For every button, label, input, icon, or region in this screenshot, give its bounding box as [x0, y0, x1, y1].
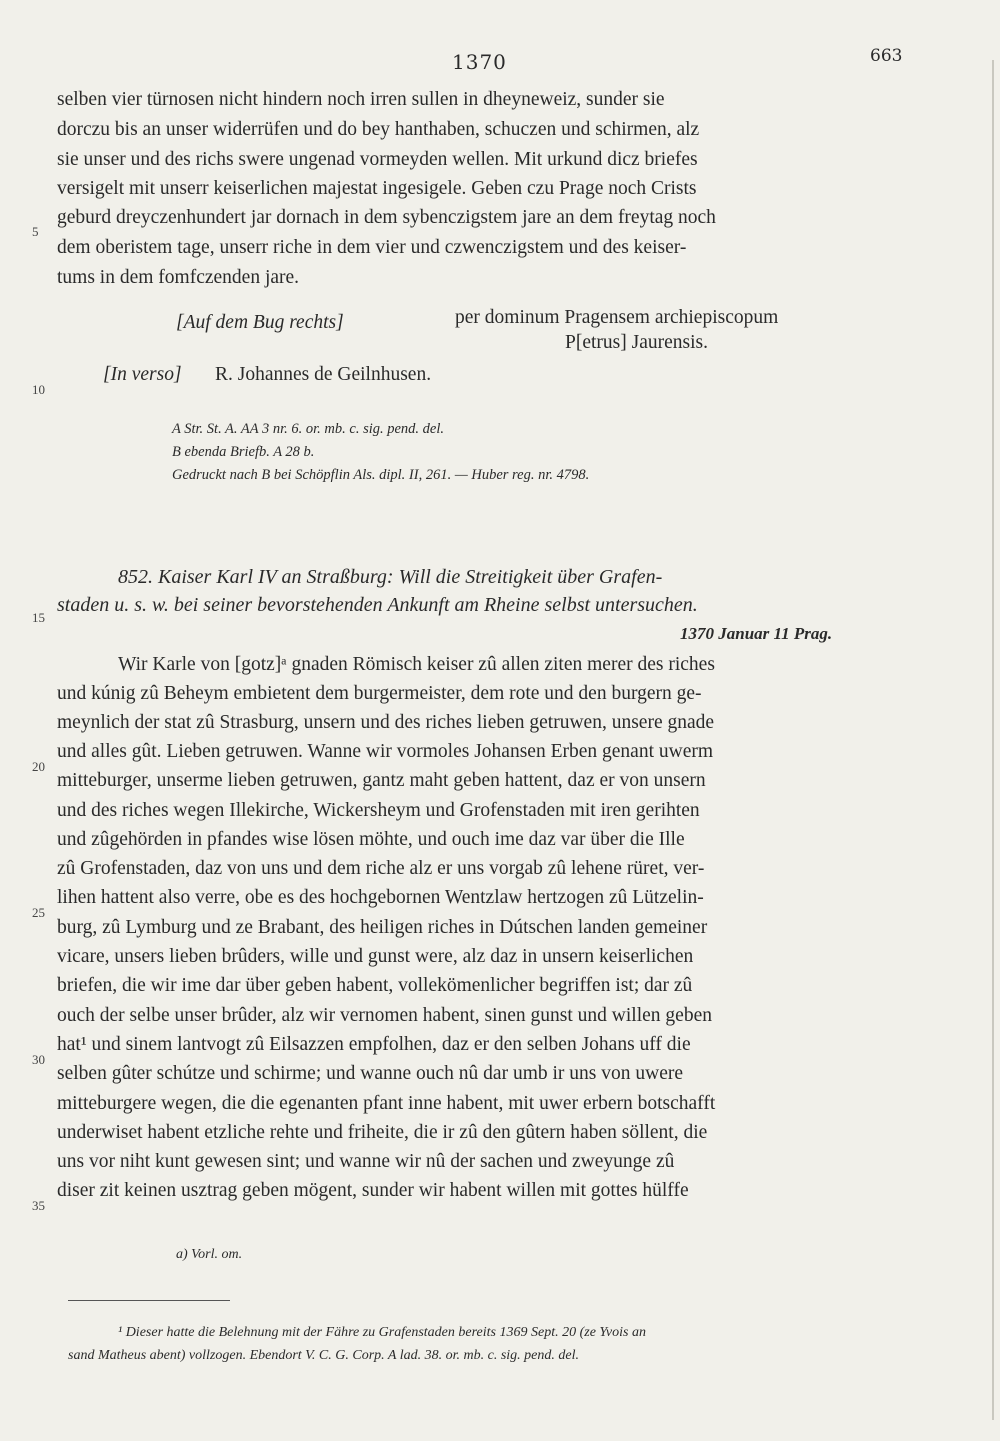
line-number: 25 — [32, 905, 45, 920]
text-line: dem oberistem tage, unserr riche in dem vier und czwenczigstem und des keiser- — [57, 237, 687, 258]
variant-note: a) Vorl. om. — [176, 1247, 243, 1262]
text-line: lihen hattent also verre, obe es des hochgebornen Wentzlaw hertzogen zû Lützelin- — [57, 887, 704, 908]
text-line: mitteburger, unserme lieben getruwen, gantz maht geben hattent, daz er von unsern — [57, 770, 706, 791]
line-number: 35 — [32, 1198, 45, 1213]
text-line: diser zit keinen usztrag geben mögent, sunder wir habent willen mit gottes hülffe — [57, 1180, 689, 1201]
line-number: 10 — [32, 382, 45, 397]
source-line: Gedruckt nach B bei Schöpflin Als. dipl. II, 261. — Huber reg. nr. 4798. — [172, 467, 590, 483]
line-number: 30 — [32, 1052, 45, 1067]
text-line: vicare, unsers lieben brûders, wille und gunst were, alz daz in unsern keiserlichen — [57, 946, 694, 967]
bug-label: [Auf dem Bug rechts] — [176, 312, 344, 333]
text-line: selben vier türnosen nicht hindern noch irren sullen in dheyneweiz, sunder sie — [57, 89, 665, 110]
text-line: und alles gût. Lieben getruwen. Wanne wir vormoles Johansen Erben genant uwerm — [57, 741, 714, 762]
text-line: mitteburgere wegen, die die egenanten pfant inne habent, mit uwer erbern botschafft — [57, 1093, 716, 1114]
line-number: 15 — [32, 610, 45, 625]
text-line: und des riches wegen Illekirche, Wickersheym und Grofenstaden mit iren gerihten — [57, 800, 700, 821]
document-heading: 852. Kaiser Karl IV an Straßburg: Will die Streitigkeit über Grafen- — [118, 566, 663, 588]
text-line: Wir Karle von [gotz]ᵃ gnaden Römisch keiser zû allen ziten merer des riches — [118, 654, 715, 675]
line-number: 20 — [32, 759, 45, 774]
text-line: und kúnig zû Beheym embietent dem burgermeister, dem rote und den burgern ge- — [57, 683, 702, 704]
page-number: 663 — [870, 46, 903, 66]
footnote: ¹ Dieser hatte die Belehnung mit der Fähre zu Grafenstaden bereits 1369 Sept. 20 (ze Yvois an — [118, 1325, 646, 1340]
document-date: 1370 Januar 11 Prag. — [680, 624, 833, 643]
text-line: tums in dem fomfczenden jare. — [57, 267, 300, 288]
bug-text-2: P[etrus] Jaurensis. — [565, 332, 708, 353]
text-line: ouch der selbe unser brûder, alz wir vernomen habent, sinen gunst und willen geben — [57, 1005, 712, 1026]
line-number: 5 — [32, 224, 39, 239]
text-line: uns vor niht kunt gewesen sint; und wanne wir nû der sachen und zweyunge zû — [57, 1151, 675, 1172]
text-line: underwiset habent etzliche rehte und friheite, die ir zû den gûtern haben söllent, die — [57, 1122, 708, 1143]
source-line: B ebenda Briefb. A 28 b. — [172, 444, 315, 460]
verso-text: R. Johannes de Geilnhusen. — [215, 364, 432, 385]
document-heading: staden u. s. w. bei seiner bevorstehenden Ankunft am Rheine selbst untersuchen. — [57, 594, 698, 616]
text-line: geburd dreyczenhundert jar dornach in dem sybenczigstem jare an dem freytag noch — [57, 207, 716, 228]
footnote-divider — [68, 1300, 230, 1301]
text-line: briefen, die wir ime dar über geben habent, vollekömenlicher begriffen ist; dar zû — [57, 975, 693, 996]
text-line: zû Grofenstaden, daz von uns und dem riche alz er uns vorgab zû lehene rüret, ver- — [57, 858, 705, 879]
source-line: A Str. St. A. AA 3 nr. 6. or. mb. c. sig. pend. del. — [172, 421, 445, 437]
text-line: meynlich der stat zû Strasburg, unsern und des riches lieben getruwen, unsere gnade — [57, 712, 715, 733]
text-line: sie unser und des richs swere ungenad vormeyden wellen. Mit urkund dicz briefes — [57, 149, 698, 170]
text-line: dorczu bis an unser widerrüfen und do bey hanthaben, schuczen und schirmen, alz — [57, 119, 700, 140]
verso-label: [In verso] — [103, 364, 182, 385]
footnote: sand Matheus abent) vollzogen. Ebendort V. C. G. Corp. A lad. 38. or. mb. c. sig. pend. del. — [68, 1348, 579, 1363]
text-line: hat¹ und sinem lantvogt zû Eilsazzen empfolhen, daz er den selben Johans uff die — [57, 1034, 691, 1055]
page-edge-shadow — [992, 60, 994, 1420]
header-year: 1370 — [452, 50, 507, 74]
text-line: versigelt mit unserr keiserlichen majestat ingesigele. Geben czu Prage noch Crists — [57, 178, 697, 199]
bug-text-1: per dominum Pragensem archiepiscopum — [455, 307, 779, 328]
text-line: und zûgehörden in pfandes wise lösen möhte, und ouch ime daz var über die Ille — [57, 829, 685, 850]
text-line: selben gûter schútze und schirme; und wanne ouch nû dar umb ir uns von uwere — [57, 1063, 683, 1084]
text-line: burg, zû Lymburg und ze Brabant, des heiligen riches in Dútschen landen gemeiner — [57, 917, 708, 938]
